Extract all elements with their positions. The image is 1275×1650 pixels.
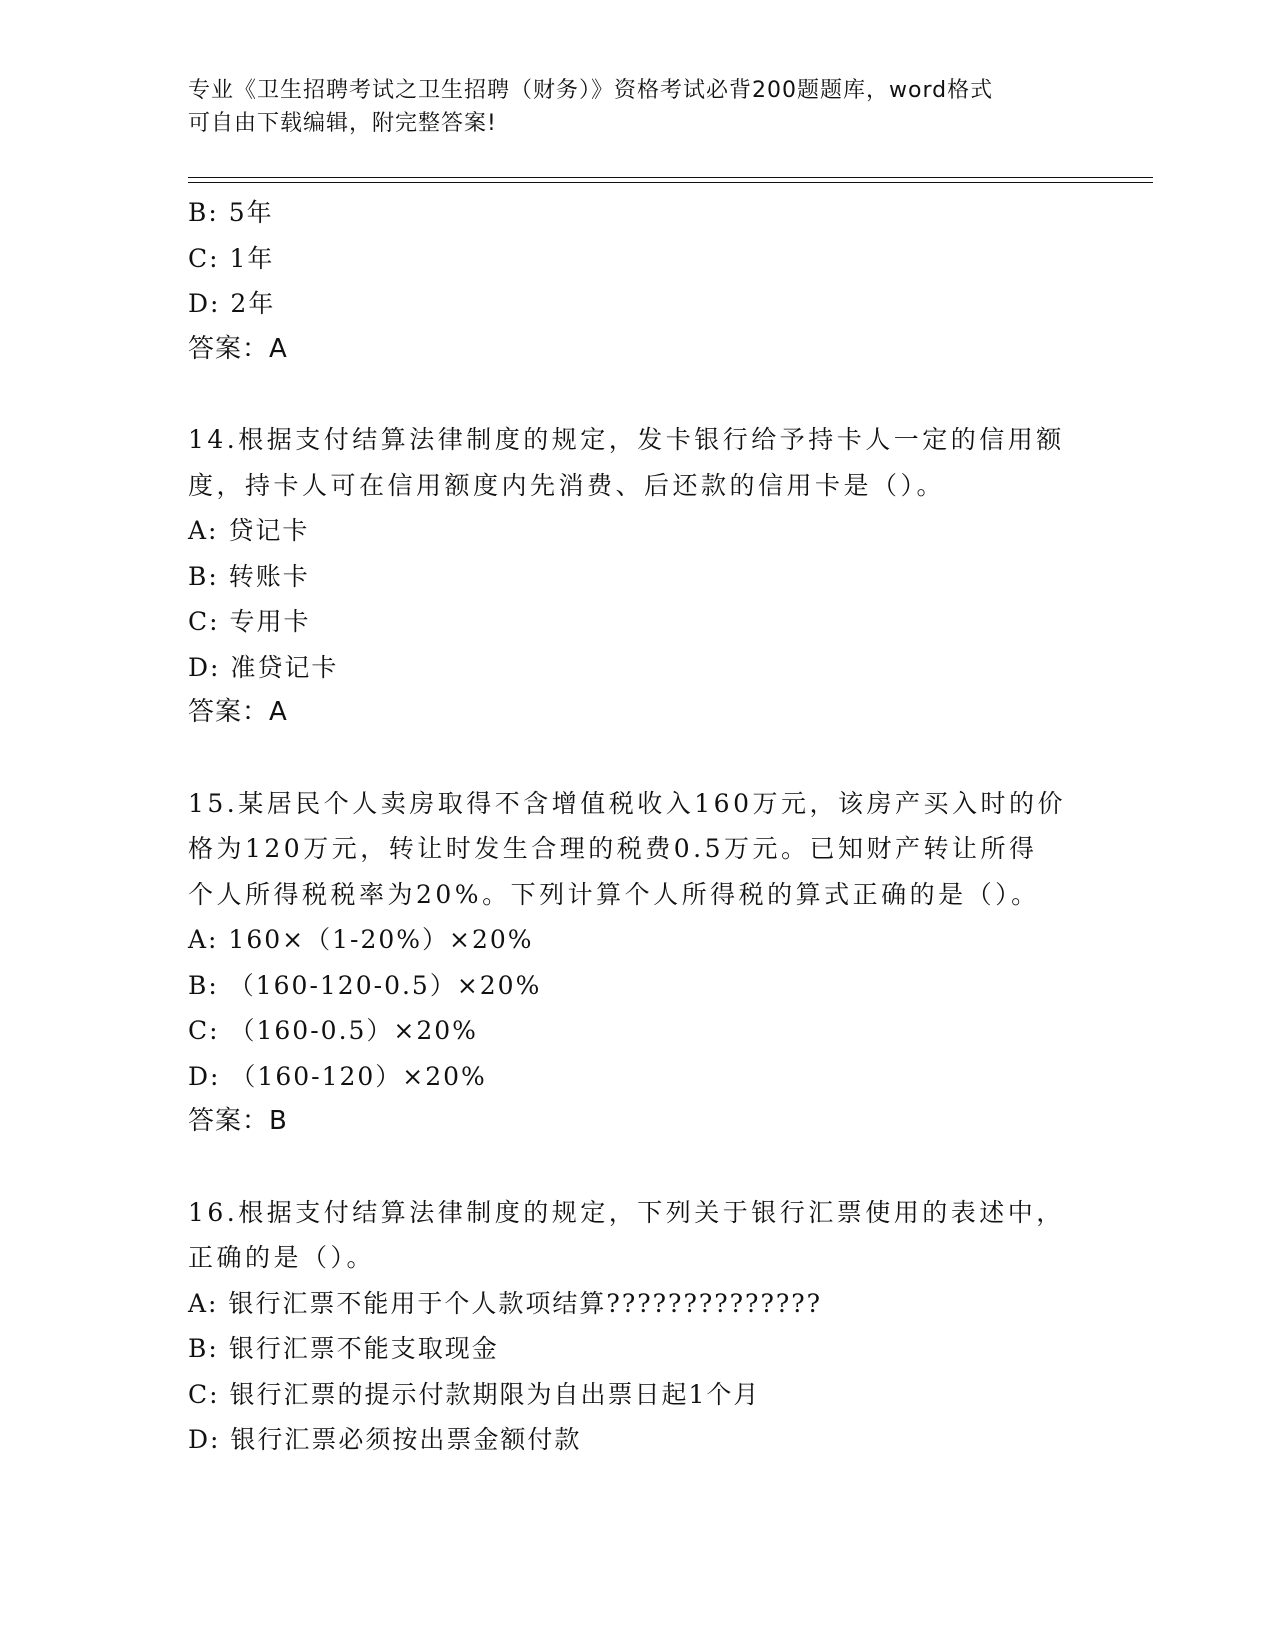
option-d: D: 银行汇票必须按出票金额付款 [188, 1425, 582, 1454]
spacer [188, 1145, 1088, 1190]
option-d: D: 准贷记卡 [188, 652, 339, 682]
header-title-line-2: 可自由下载编辑，附完整答案! [188, 111, 497, 136]
question-stem-line: 16.根据支付结算法律制度的规定，下列关于银行汇票使用的表述中， [188, 1197, 1065, 1227]
document-header [188, 74, 1088, 140]
question-15 [188, 781, 1088, 1145]
option-a: A: 贷记卡 [188, 516, 310, 545]
question-stem-line: 14.根据支付结算法律制度的规定，发卡银行给予持卡人一定的信用额 [188, 425, 1065, 454]
option-b: B: （160-120-0.5）×20% [188, 970, 542, 1000]
option-c: C: （160-0.5）×20% [188, 1016, 478, 1045]
spacer [188, 372, 1088, 417]
question-stem-line: 格为120万元，转让时发生合理的税费0.5万元。已知财产转让所得 [188, 834, 1038, 863]
option-c: C: 银行汇票的提示付款期限为自出票日起1个月 [188, 1379, 761, 1409]
answer-line: 答案：A [188, 697, 288, 727]
header-title-line-1: 专业《卫生招聘考试之卫生招聘（财务）》资格考试必背200题题库，word格式 [188, 78, 994, 103]
option-b: B: 5年 [188, 198, 274, 227]
option-b: B: 银行汇票不能支取现金 [188, 1334, 499, 1363]
answer-line: 答案：B [188, 1106, 288, 1136]
question-stem-line: 正确的是（）。 [188, 1243, 376, 1272]
question-stem-line: 15.某居民个人卖房取得不含增值税收入160万元，该房产买入时的价 [188, 788, 1066, 818]
spacer [188, 736, 1088, 781]
option-a: A: 160×（1-20%）×20% [188, 925, 534, 954]
header-divider-bottom [188, 182, 1153, 183]
answer-line: 答案：A [188, 333, 288, 364]
option-c: C: 专用卡 [188, 607, 311, 636]
option-b: B: 转账卡 [188, 561, 310, 591]
header-divider-top [188, 177, 1153, 178]
question-13 [188, 190, 1088, 372]
question-stem-line: 个人所得税税率为20%。下列计算个人所得税的算式正确的是（）。 [188, 879, 1040, 909]
option-d: D: （160-120）×20% [188, 1061, 487, 1091]
question-list [188, 190, 1088, 1463]
question-14 [188, 417, 1088, 736]
question-16 [188, 1190, 1088, 1463]
question-stem-line: 度，持卡人可在信用额度内先消费、后还款的信用卡是（）。 [188, 470, 946, 500]
option-d: D: 2年 [188, 289, 276, 318]
option-c: C: 1年 [188, 243, 275, 273]
option-a: A: 银行汇票不能用于个人款项结算?????????????? [188, 1288, 823, 1318]
